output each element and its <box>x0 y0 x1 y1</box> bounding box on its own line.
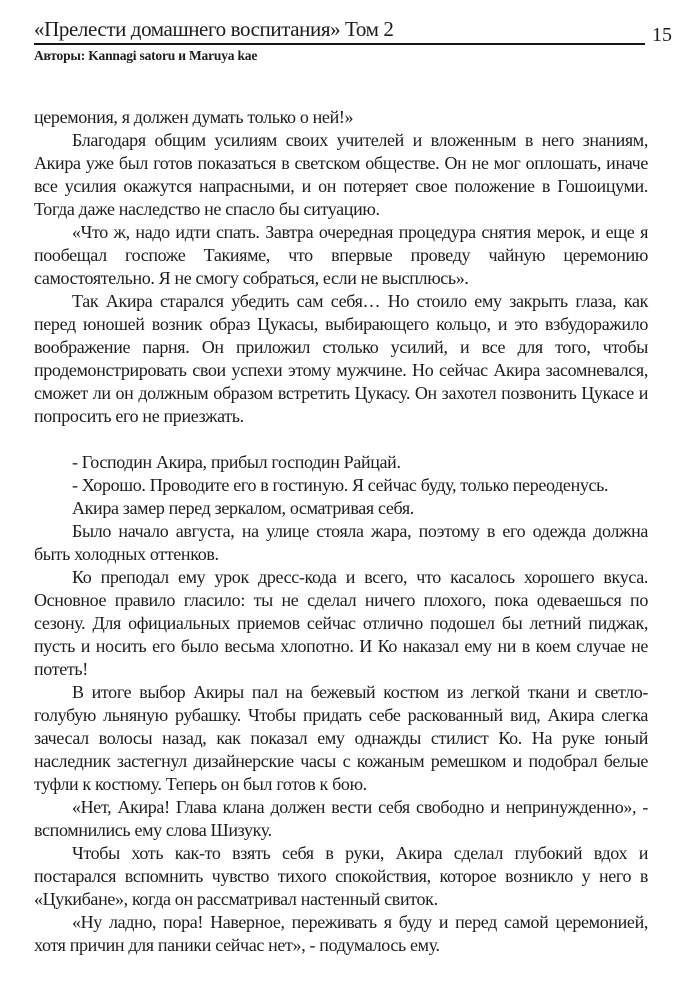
paragraph: В итоге выбор Акиры пал на бежевый костюм из легкой ткани и светло-голубую льняную рубашку. Чтобы придать себе раскованный вид, Акира слегка зачесал волосы назад, как показал ему однажды стилист Ко. На руке юный наследник застегнул дизайнерские часы с кожаным ремешком и подобрал белые туфли к костюму. Теперь он был готов к бою. <box>34 682 648 794</box>
paragraph: Благодаря общим усилиям своих учителей и вложенным в него знаниям, Акира уже был готов показаться в светском обществе. Он не мог оплошать, иначе все усилия окажутся напрасными, и он потеряет свое положение в Гошоицуми. Тогда даже наследство не спасло бы ситуацию. <box>34 130 648 219</box>
paragraph: церемония, я должен думать только о ней!» <box>34 107 354 127</box>
paragraph: Ко преподал ему урок дресс-кода и всего, что касалось хорошего вкуса. Основное правило гласило: ты не сделал ничего плохого, пока одеваешься по сезону. Для официальных приемов сейчас отлично подошел бы летний пиджак, пусть и носить его было весьма хлопотно. И Ко наказал ему ни в коем случае не потеть! <box>34 567 648 679</box>
page-header <box>34 17 672 45</box>
book-title: «Прелести домашнего воспитания» Том 2 <box>34 17 394 41</box>
paragraph: «Что ж, надо идти спать. Завтра очередная процедура снятия мерок, и еще я пообещал госпоже Такияме, что впервые проведу чайную церемонию самостоятельно. Я не смогу собраться, если не высплюсь». <box>34 222 648 288</box>
paragraph-spacer <box>34 428 648 451</box>
paragraph: «Ну ладно, пора! Наверное, переживать я буду и перед самой церемонией, хотя причин для паники сейчас нет», - подумалось ему. <box>34 912 648 955</box>
page-number: 15 <box>652 23 672 46</box>
paragraph: Было начало августа, на улице стояла жара, поэтому в его одежда должна быть холодных оттенков. <box>34 521 648 564</box>
paragraph: - Господин Акира, прибыл господин Райцай. <box>72 452 401 472</box>
paragraph: - Хорошо. Проводите его в гостиную. Я сейчас буду, только переоденусь. <box>72 475 609 495</box>
header-rule <box>34 17 645 45</box>
paragraph: Акира замер перед зеркалом, осматривая себя. <box>72 498 414 518</box>
page-body <box>34 106 648 957</box>
paragraph: «Нет, Акира! Глава клана должен вести себя свободно и непринужденно», - вспомнились ему слова Шизуку. <box>34 797 648 840</box>
paragraph: Чтобы хоть как-то взять себя в руки, Акира сделал глубокий вдох и постарался вспомнить чувство тихого спокойствия, которое возникло у него в «Цукибане», когда он рассматривал настенный свиток. <box>34 843 648 909</box>
authors-line: Авторы: Kannagi satoru и Maruya kae <box>34 48 258 63</box>
paragraph: Так Акира старался убедить сам себя… Но стоило ему закрыть глаза, как перед юношей возник образ Цукасы, выбирающего кольцо, и это взбудоражило воображение парня. Он приложил столько усилий, и все для того, чтобы продемонстрировать свои успехи этому мужчине. Но сейчас Акира засомневался, сможет ли он должным образом встретить Цукасу. Он захотел позвонить Цукасе и попросить его не приезжать. <box>34 291 648 426</box>
